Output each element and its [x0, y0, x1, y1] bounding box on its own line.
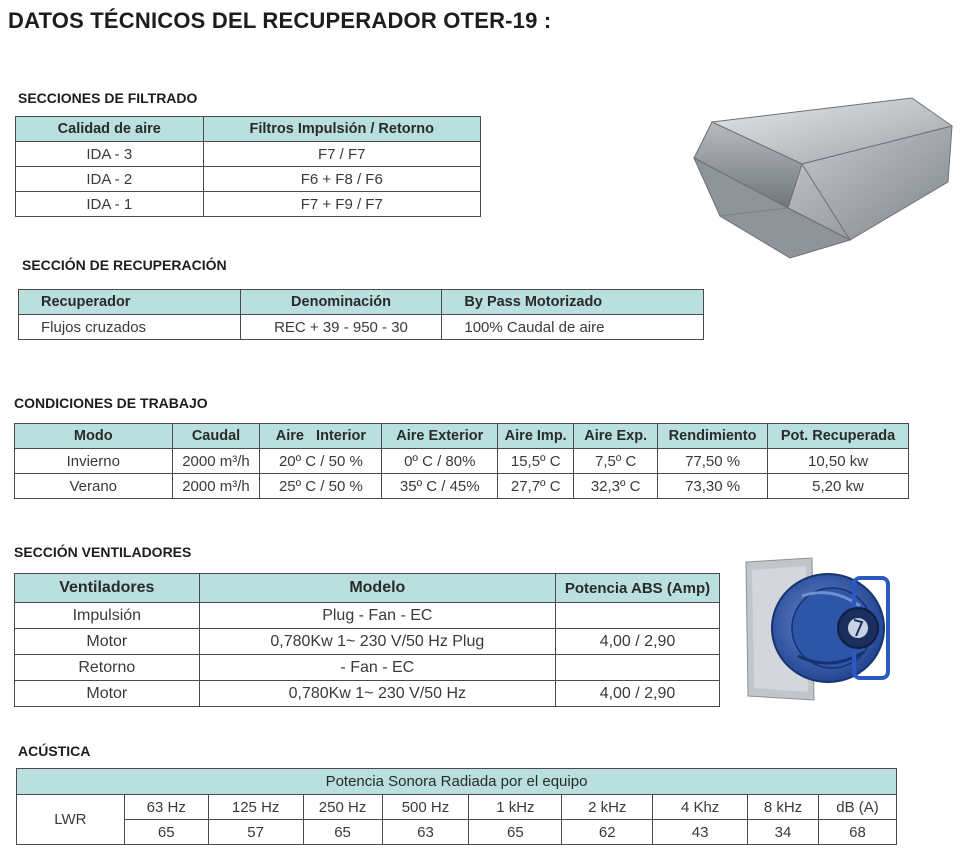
- table-cell: - Fan - EC: [199, 655, 555, 681]
- table-row: [15, 474, 909, 499]
- table-cell: 27,7º C: [498, 474, 574, 499]
- trabajo-table: [14, 423, 909, 499]
- table-header-row: [15, 424, 909, 449]
- table-cell: Retorno: [15, 655, 200, 681]
- band-label: 500 Hz: [382, 795, 469, 820]
- table-row: [19, 315, 704, 340]
- table-cell: 10,50 kw: [768, 449, 909, 474]
- table-header-row: [16, 117, 481, 142]
- table-row: [15, 449, 909, 474]
- band-value: 65: [124, 820, 208, 845]
- band-value: 62: [562, 820, 653, 845]
- acustica-heading: ACÚSTICA: [18, 743, 91, 759]
- table-header-row: [15, 574, 720, 603]
- col-header: Ventiladores: [15, 574, 200, 603]
- band-label: dB (A): [818, 795, 896, 820]
- table-cell: 7,5º C: [574, 449, 658, 474]
- band-value: 34: [748, 820, 819, 845]
- col-header: Modelo: [199, 574, 555, 603]
- table-cell: IDA - 1: [16, 192, 204, 217]
- table-cell: Motor: [15, 681, 200, 707]
- table-row: [17, 795, 897, 820]
- col-header: By Pass Motorizado: [442, 290, 704, 315]
- table-row: [16, 167, 481, 192]
- table-cell: IDA - 2: [16, 167, 204, 192]
- acustica-header: Potencia Sonora Radiada por el equipo: [17, 769, 897, 795]
- col-header: Rendimiento: [658, 424, 768, 449]
- col-header: Modo: [15, 424, 173, 449]
- band-label: 1 kHz: [469, 795, 562, 820]
- band-label: 2 kHz: [562, 795, 653, 820]
- table-cell: 35º C / 45%: [382, 474, 498, 499]
- table-cell: [556, 655, 720, 681]
- recuperacion-table: [18, 289, 704, 340]
- table-row: [15, 629, 720, 655]
- table-cell: IDA - 3: [16, 142, 204, 167]
- table-cell: Motor: [15, 629, 200, 655]
- band-value: 57: [208, 820, 303, 845]
- table-row: [17, 820, 897, 845]
- table-cell: 0,780Kw 1~ 230 V/50 Hz: [199, 681, 555, 707]
- band-label: 125 Hz: [208, 795, 303, 820]
- table-cell: Verano: [15, 474, 173, 499]
- table-row: [16, 142, 481, 167]
- table-header-row: [17, 769, 897, 795]
- table-cell: 25º C / 50 %: [260, 474, 382, 499]
- band-label: 4 Khz: [653, 795, 748, 820]
- table-row: [16, 192, 481, 217]
- col-header: Denominación: [240, 290, 442, 315]
- table-cell: 100% Caudal de aire: [442, 315, 704, 340]
- col-header: Pot. Recuperada: [768, 424, 909, 449]
- band-label: 250 Hz: [303, 795, 382, 820]
- table-cell: Flujos cruzados: [19, 315, 241, 340]
- col-header: Potencia ABS (Amp): [556, 574, 720, 603]
- recuperacion-heading: SECCIÓN DE RECUPERACIÓN: [22, 257, 227, 273]
- table-cell: F6 + F8 / F6: [203, 167, 480, 192]
- ventiladores-heading: SECCIÓN VENTILADORES: [14, 544, 192, 560]
- table-cell: 15,5º C: [498, 449, 574, 474]
- table-cell: Plug - Fan - EC: [199, 603, 555, 629]
- table-cell: 0,780Kw 1~ 230 V/50 Hz Plug: [199, 629, 555, 655]
- col-header: Aire Exp.: [574, 424, 658, 449]
- table-cell: [556, 603, 720, 629]
- col-header: Aire Imp.: [498, 424, 574, 449]
- table-cell: 4,00 / 2,90: [556, 629, 720, 655]
- table-cell: 73,30 %: [658, 474, 768, 499]
- ventiladores-table: [14, 573, 720, 707]
- table-cell: Invierno: [15, 449, 173, 474]
- table-cell: Impulsión: [15, 603, 200, 629]
- table-cell: 0º C / 80%: [382, 449, 498, 474]
- table-cell: REC + 39 - 950 - 30: [240, 315, 442, 340]
- col-header: Recuperador: [19, 290, 241, 315]
- trabajo-heading: CONDICIONES DE TRABAJO: [14, 395, 208, 411]
- table-cell: 5,20 kw: [768, 474, 909, 499]
- lwr-label: LWR: [17, 795, 125, 845]
- band-value: 65: [303, 820, 382, 845]
- band-value: 63: [382, 820, 469, 845]
- col-header: Aire Interior: [260, 424, 382, 449]
- table-row: [15, 655, 720, 681]
- filtrado-heading: SECCIONES DE FILTRADO: [18, 90, 198, 106]
- table-cell: F7 + F9 / F7: [203, 192, 480, 217]
- col-header: Caudal: [172, 424, 260, 449]
- table-row: [15, 681, 720, 707]
- acustica-table: [16, 768, 897, 845]
- band-label: 63 Hz: [124, 795, 208, 820]
- table-cell: 2000 m³/h: [172, 474, 260, 499]
- table-cell: 2000 m³/h: [172, 449, 260, 474]
- page-title: DATOS TÉCNICOS DEL RECUPERADOR OTER-19 :: [8, 8, 552, 33]
- col-header: Calidad de aire: [16, 117, 204, 142]
- col-header: Aire Exterior: [382, 424, 498, 449]
- band-label: 8 kHz: [748, 795, 819, 820]
- table-cell: F7 / F7: [203, 142, 480, 167]
- filtrado-table: [15, 116, 481, 217]
- table-cell: 77,50 %: [658, 449, 768, 474]
- band-value: 65: [469, 820, 562, 845]
- table-cell: 32,3º C: [574, 474, 658, 499]
- band-value: 68: [818, 820, 896, 845]
- table-cell: 4,00 / 2,90: [556, 681, 720, 707]
- plug-fan-image: [742, 556, 894, 702]
- table-header-row: [19, 290, 704, 315]
- col-header: Filtros Impulsión / Retorno: [203, 117, 480, 142]
- table-cell: 20º C / 50 %: [260, 449, 382, 474]
- filter-housing-image: [690, 92, 960, 264]
- band-value: 43: [653, 820, 748, 845]
- table-row: [15, 603, 720, 629]
